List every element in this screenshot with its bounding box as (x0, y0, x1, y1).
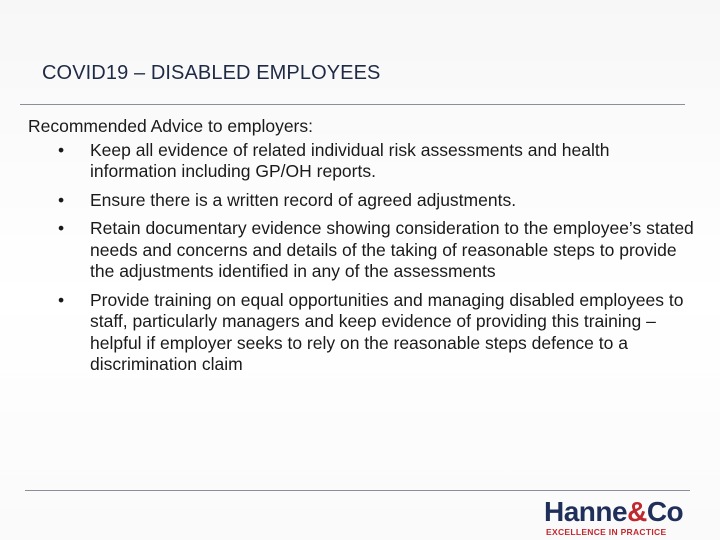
logo-wordmark (544, 496, 683, 528)
list-item (28, 190, 696, 212)
logo-name-part1: Hanne (544, 496, 628, 527)
bullet-text: Keep all evidence of related individual risk assessments and health information including GP/OH reports. (90, 139, 610, 181)
footer-divider (25, 490, 690, 491)
bullet-text: Ensure there is a written record of agreed adjustments. (90, 189, 517, 210)
company-logo (544, 496, 714, 540)
bullet-list (28, 140, 696, 376)
intro-text: Recommended Advice to employers: (28, 116, 313, 136)
slide-body (28, 116, 696, 383)
slide-title: COVID19 – DISABLED EMPLOYEES (42, 62, 381, 84)
logo-tagline: EXCELLENCE IN PRACTICE (546, 527, 667, 537)
title-divider (20, 104, 685, 105)
list-item (28, 218, 696, 283)
list-item (28, 290, 696, 376)
bullet-text: Retain documentary evidence showing consideration to the employee’s stated needs and concerns and details of the taking of reasonable steps to provide the adjustments identified in any of the assessments (90, 218, 694, 281)
bullet-icon: • (58, 289, 65, 310)
bullet-icon: • (58, 139, 65, 160)
logo-name-part2: Co (646, 496, 684, 527)
list-item (28, 140, 696, 183)
bullet-icon: • (58, 189, 65, 210)
bullet-icon: • (58, 218, 65, 238)
logo-ampersand: & (627, 496, 647, 527)
bullet-text: Provide training on equal opportunities and managing disabled employees to staff, particularly managers and keep evidence of providing this training – helpful if employer seeks to rely on the reasonable steps defence to a discrimination claim (90, 289, 684, 374)
